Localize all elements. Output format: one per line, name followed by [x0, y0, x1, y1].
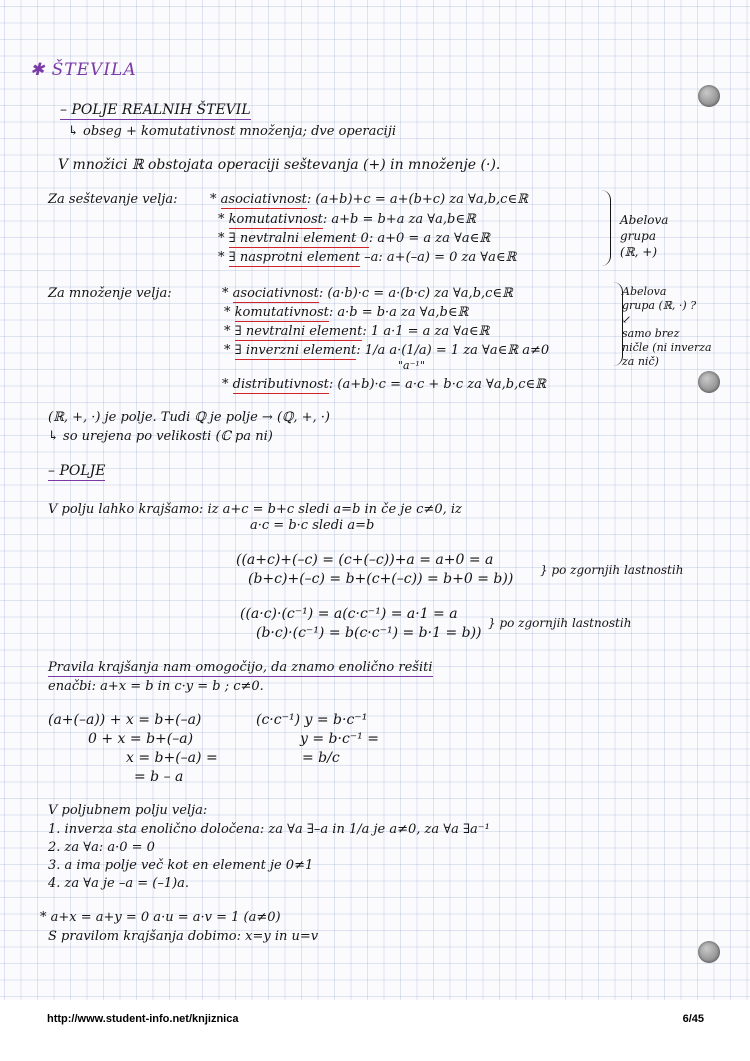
abelova-grupa-add-note: Abelova grupa (ℝ, +) — [620, 213, 669, 259]
eq-mul-1: ((a·c)·(c⁻¹) = a(c·c⁻¹) = a·1 = a — [240, 606, 458, 622]
addition-item: * komutativnost: a+b = b+a za ∀a,b∈ℝ — [218, 212, 476, 227]
heading-bullet: ✱ — [30, 60, 46, 80]
eq-add-2: (b+c)+(–c) = b+(c+(–c)) = b+0 = b)) — [248, 571, 514, 587]
page-heading — [30, 62, 137, 78]
multiplication-lead: Za množenje velja: — [48, 286, 172, 301]
footer-band — [0, 1000, 750, 1061]
eq-mul-2: (b·c)·(c⁻¹) = b(c·c⁻¹) = b·1 = b)) — [256, 625, 482, 641]
cancellation-line1: V polju lahko krajšamo: iz a+c = b+c sledi a=b in če je c≠0, iz — [48, 502, 462, 517]
solve-mul-3: = b/c — [302, 750, 340, 766]
solve-add-4: = b – a — [134, 769, 184, 785]
arbitrary-item: 1. inverza sta enolično določena: za ∀a ∃–a in 1/a je a≠0, za ∀a ∃a⁻¹ — [48, 822, 490, 837]
inverse-label: "a⁻¹" — [398, 359, 425, 372]
addition-lead: Za seštevanje velja: — [48, 192, 178, 207]
heading-title: ŠTEVILA — [51, 60, 137, 80]
addition-item: * ∃ nasprotni element –a: a+(–a) = 0 za ∀a∈ℝ — [218, 250, 517, 265]
eq-mul-note: } po zgornjih lastnostih — [488, 616, 632, 630]
star-line: * a+x = a+y = 0 a·u = a·v = 1 (a≠0) — [40, 910, 281, 925]
rules-line2: enačbi: a+x = b in c·y = b ; c≠0. — [48, 679, 264, 694]
eq-add-note: } po zgornjih lastnostih — [540, 563, 684, 577]
addition-item: * asociativnost: (a+b)+c = a+(b+c) za ∀a,b,c∈ℝ — [210, 192, 528, 207]
arbitrary-item: 2. za ∀a: a·0 = 0 — [48, 840, 155, 855]
solve-add-3: x = b+(–a) = — [126, 750, 218, 766]
section-title-field: – POLJE — [48, 463, 106, 479]
arbitrary-item: 4. za ∀a je –a = (–1)a. — [48, 876, 190, 891]
multiplication-item: * komutativnost: a·b = b·a za ∀a,b∈ℝ — [224, 305, 469, 320]
solve-add-2: 0 + x = b+(–a) — [88, 731, 194, 747]
punch-hole-middle — [698, 371, 720, 393]
cancellation-line2: a·c = b·c sledi a=b — [250, 518, 375, 533]
multiplication-item: * asociativnost: (a·b)·c = a·(b·c) za ∀a,b,c∈ℝ — [222, 286, 513, 301]
arbitrary-lead: V poljubnem polju velja: — [48, 803, 208, 818]
addition-item: * ∃ nevtralni element 0: a+0 = a za ∀a∈ℝ — [218, 231, 491, 246]
page-number: 6/45 — [682, 1013, 704, 1025]
section-subtitle: ↳ obseg + komutativnost množenja; dve operaciji — [68, 124, 397, 139]
section-title-real-field: – POLJE REALNIH ŠTEVIL — [60, 102, 251, 118]
multiplication-item: * ∃ inverzni element: 1/a a·(1/a) = 1 za ∀a∈ℝ a≠0 — [224, 343, 550, 358]
solve-mul-2: y = b·c⁻¹ = — [300, 731, 379, 747]
punch-hole-top — [698, 85, 720, 107]
abelova-grupa-mul-note: Abelova grupa (ℝ, ·) ? ↙ samo brez ničle (ni inverza za nič) — [622, 285, 712, 368]
intro-line: V množici ℝ obstojata operaciji seštevanja (+) in množenje (·). — [58, 157, 501, 173]
eq-add-1: ((a+c)+(–c) = (c+(–c))+a = a+0 = a — [236, 552, 494, 568]
addition-brace — [598, 190, 611, 266]
final-line: S pravilom krajšanja dobimo: x=y in u=v — [48, 929, 319, 944]
arbitrary-item: 3. a ima polje več kot en element je 0≠1 — [48, 858, 314, 873]
solve-add-1: (a+(–a)) + x = b+(–a) — [48, 712, 202, 728]
distributive-item: * distributivnost: (a+b)·c = a·c + b·c za ∀a,b,c∈ℝ — [222, 377, 546, 392]
rules-line1: Pravila krajšanja nam omogočijo, da znamo enolično rešiti — [48, 660, 433, 675]
field-statement-line2: ↳ so urejena po velikosti (ℂ pa ni) — [48, 429, 273, 444]
punch-hole-bottom — [698, 941, 720, 963]
multiplication-item: * ∃ nevtralni element: 1 a·1 = a za ∀a∈ℝ — [224, 324, 490, 339]
footer-url[interactable]: http://www.student-info.net/knjiznica — [47, 1013, 239, 1025]
solve-mul-1: (c·c⁻¹) y = b·c⁻¹ — [256, 712, 368, 728]
field-statement-line1: (ℝ, +, ·) je polje. Tudi ℚ je polje → (ℚ, +, ·) — [48, 410, 330, 425]
